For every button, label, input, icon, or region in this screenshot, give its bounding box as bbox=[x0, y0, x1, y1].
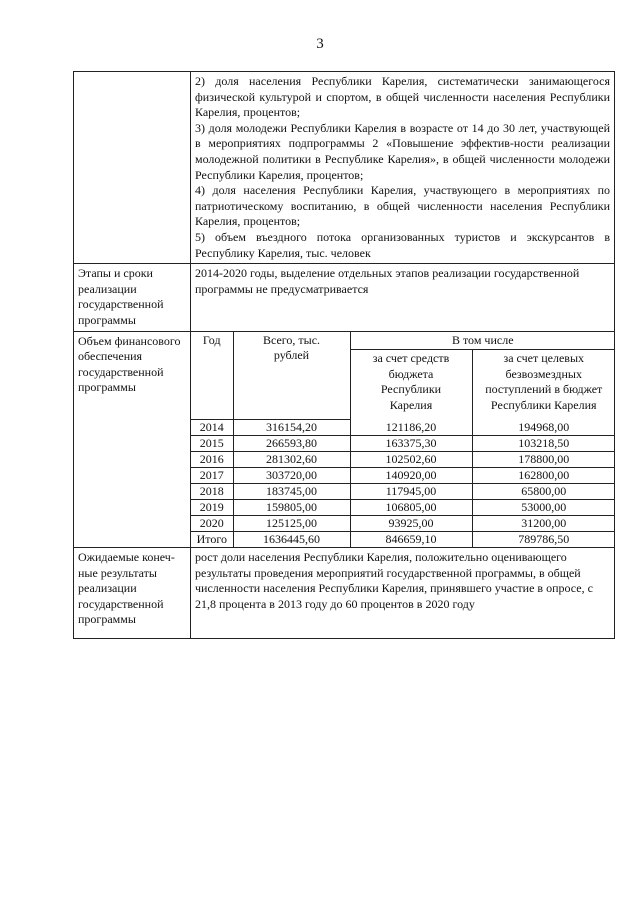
financing-data-row bbox=[191, 500, 615, 516]
cell-other: 789786,50 bbox=[472, 532, 615, 548]
cell-year: 2018 bbox=[191, 484, 233, 500]
financing-cell bbox=[191, 331, 615, 548]
financing-row bbox=[74, 331, 615, 548]
results-label: Ожидаемые конеч-ные результаты реализации государственной программы bbox=[74, 548, 191, 639]
cell-other: 103218,50 bbox=[472, 436, 615, 452]
cell-year: 2016 bbox=[191, 452, 233, 468]
financing-table bbox=[191, 332, 615, 548]
cell-budget: 106805,00 bbox=[350, 500, 472, 516]
financing-data-row bbox=[191, 420, 615, 436]
target-indicator-2: 2) доля населения Республики Карелия, систематически занимающегося физической культурой и спортом, в общей численности населения Республики Карелия, процентов; bbox=[195, 74, 610, 120]
financing-label: Объем финансового обеспечения государственной программы bbox=[74, 331, 191, 548]
cell-other: 178800,00 bbox=[472, 452, 615, 468]
header-year: Год bbox=[191, 332, 233, 420]
target-indicator-3: 3) доля молодежи Республики Карелия в возрасте от 14 до 30 лет, участвующей в мероприятиях подпрограммы 2 «Повышение эффектив-ности реализации молодежной политики в Республике Карелия», в общей численности молодежи Республики Карелия, процентов; bbox=[195, 120, 610, 182]
cell-year: 2020 bbox=[191, 516, 233, 532]
cell-year: 2015 bbox=[191, 436, 233, 452]
financing-data-row bbox=[191, 452, 615, 468]
header-including: В том числе bbox=[350, 332, 615, 350]
cell-total: 303720,00 bbox=[233, 468, 350, 484]
stages-label: Этапы и сроки реализации государственной программы bbox=[74, 264, 191, 331]
financing-data-row bbox=[191, 516, 615, 532]
cell-year: Итого bbox=[191, 532, 233, 548]
financing-header-row bbox=[191, 332, 615, 350]
cell-total: 159805,00 bbox=[233, 500, 350, 516]
cell-total: 125125,00 bbox=[233, 516, 350, 532]
financing-data-row bbox=[191, 532, 615, 548]
financing-data-row bbox=[191, 436, 615, 452]
results-row bbox=[74, 548, 615, 639]
cell-total: 281302,60 bbox=[233, 452, 350, 468]
header-total: Всего, тыс. рублей bbox=[233, 332, 350, 420]
cell-other: 194968,00 bbox=[472, 420, 615, 436]
cell-budget: 121186,20 bbox=[350, 420, 472, 436]
cell-budget: 163375,30 bbox=[350, 436, 472, 452]
targets-label-cell bbox=[74, 72, 191, 264]
page-number: 3 bbox=[316, 36, 324, 52]
header-budget: за счет средств бюджета Республики Карелия bbox=[350, 350, 472, 420]
program-passport-table bbox=[73, 71, 615, 639]
header-other: за счет целевых безвозмездных поступлений в бюджет Республики Карелия bbox=[472, 350, 615, 420]
cell-other: 31200,00 bbox=[472, 516, 615, 532]
cell-other: 53000,00 bbox=[472, 500, 615, 516]
target-indicator-4: 4) доля населения Республики Карелия, участвующего в мероприятиях по патриотическому воспитанию, в общей численности населения Республики Карелия, процентов; bbox=[195, 183, 610, 229]
cell-budget: 102502,60 bbox=[350, 452, 472, 468]
results-text: рост доли населения Республики Карелия, положительно оценивающего результаты проведения мероприятий государственной программы, в общей численности населения Республики Карелия, принявшего участие в опросе, с 21,8 процента в 2013 году до 60 процентов в 2020 году bbox=[191, 548, 615, 639]
financing-body bbox=[191, 420, 615, 548]
cell-other: 65800,00 bbox=[472, 484, 615, 500]
cell-total: 183745,00 bbox=[233, 484, 350, 500]
cell-year: 2019 bbox=[191, 500, 233, 516]
stages-text: 2014-2020 годы, выделение отдельных этапов реализации государственной программы не предусматривается bbox=[191, 264, 615, 331]
cell-budget: 846659,10 bbox=[350, 532, 472, 548]
cell-year: 2017 bbox=[191, 468, 233, 484]
targets-row bbox=[74, 72, 615, 264]
cell-year: 2014 bbox=[191, 420, 233, 436]
cell-budget: 140920,00 bbox=[350, 468, 472, 484]
financing-data-row bbox=[191, 468, 615, 484]
cell-other: 162800,00 bbox=[472, 468, 615, 484]
cell-budget: 93925,00 bbox=[350, 516, 472, 532]
cell-total: 266593,80 bbox=[233, 436, 350, 452]
target-indicator-5: 5) объем въездного потока организованных туристов и экскурсантов в Республику Карелия, тыс. человек bbox=[195, 229, 610, 260]
cell-total: 316154,20 bbox=[233, 420, 350, 436]
cell-budget: 117945,00 bbox=[350, 484, 472, 500]
targets-content-cell bbox=[191, 72, 615, 264]
cell-total: 1636445,60 bbox=[233, 532, 350, 548]
stages-row bbox=[74, 264, 615, 331]
financing-data-row bbox=[191, 484, 615, 500]
